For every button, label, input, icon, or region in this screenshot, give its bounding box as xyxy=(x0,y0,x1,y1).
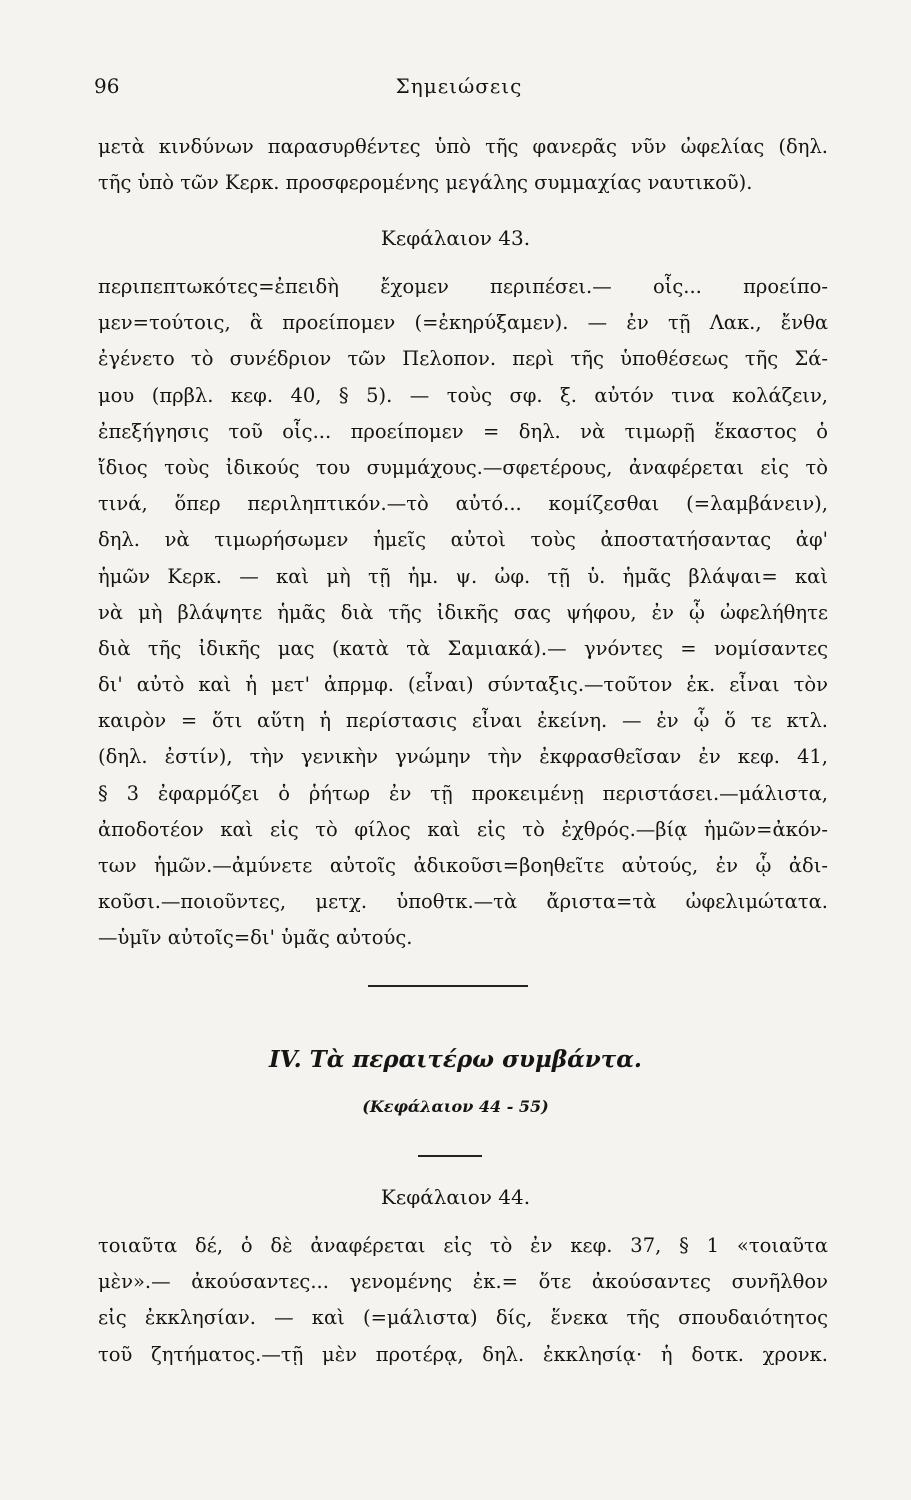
chapter-43-heading: Κεφάλαιον 43. xyxy=(380,226,531,250)
text-line: κοῦσι.—ποιοῦντες, μετχ. ὑποθτκ.—τὰ ἄριστα=τὰ ὠφελιμώτατα. xyxy=(98,890,828,914)
text-line: τῆς ὑπὸ τῶν Κερκ. προσφερομένης μεγάλης συμμαχίας ναυτικοῦ). xyxy=(98,171,753,195)
text-line: τινά, ὅπερ περιληπτικόν.—τὸ αὐτό... κομίζεσθαι (=λαμβάνειν), xyxy=(98,492,828,516)
text-line: των ἡμῶν.—ἀμύνετε αὐτοῖς ἀδικοῦσι=βοηθεῖτε αὐτούς, ἐν ᾧ ἀδι- xyxy=(98,854,828,877)
heading-underline-rule xyxy=(418,1155,482,1157)
running-title: Σημειώσεις xyxy=(395,74,523,98)
page-number: 96 xyxy=(94,74,120,98)
section-title: IV. Τὰ περαιτέρω συμβάντα. xyxy=(269,1046,642,1073)
text-line: εἰς ἐκκλησίαν. — καὶ (=μάλιστα) δίς, ἕνεκα τῆς σπουδαιότητος xyxy=(98,1306,828,1330)
text-line: ἴδιος τοὺς ἰδικούς του συμμάχους.—σφετέρους, ἀναφέρεται εἰς τὸ xyxy=(98,455,828,479)
text-line: μεν=τούτοις, ἃ προείπομεν (=ἐκηρύξαμεν). — ἐν τῇ Λακ., ἔνθα xyxy=(98,311,828,335)
chapter-44-notes xyxy=(98,1228,828,1373)
text-line: § 3 ἐφαρμόζει ὁ ῥήτωρ ἐν τῇ προκειμένῃ περιστάσει.—μάλιστα, xyxy=(98,781,828,805)
text-line: μου (πρβλ. κεφ. 40, § 5). — τοὺς σφ. ξ. αὐτόν τινα κολάζειν, xyxy=(98,383,828,407)
text-line: δι' αὐτὸ καὶ ἡ μετ' ἀπρμφ. (εἶναι) σύνταξις.—τοῦτον ἐκ. εἶναι τὸν xyxy=(98,673,828,697)
chapter-43-notes xyxy=(98,269,828,957)
text-line: ἐγένετο τὸ συνέδριον τῶν Πελοπον. περὶ τῆς ὑποθέσεως τῆς Σά- xyxy=(98,347,828,371)
text-line: ἀποδοτέον καὶ εἰς τὸ φίλος καὶ εἰς τὸ ἐχθρός.—βίᾳ ἡμῶν=ἀκόν- xyxy=(98,817,828,841)
intro-paragraph xyxy=(98,129,828,201)
page-header xyxy=(94,74,824,104)
text-line: διὰ τῆς ἰδικῆς μας (κατὰ τὰ Σαμιακά).— γνόντες = νομίσαντες xyxy=(98,636,828,660)
text-line: περιπεπτωκότες=ἐπειδὴ ἔχομεν περιπέσει.— οἷς... προείπο- xyxy=(98,275,828,298)
section-subtitle: (Κεφάλαιον 44 - 55) xyxy=(362,1097,549,1116)
text-line: καιρὸν = ὅτι αὕτη ἡ περίστασις εἶναι ἐκείνη. — ἐν ᾧ ὅ τε κτλ. xyxy=(98,709,828,733)
text-line: δηλ. νὰ τιμωρήσωμεν ἡμεῖς αὐτοὶ τοὺς ἀποστατήσαντας ἀφ' xyxy=(98,528,828,552)
section-divider-rule xyxy=(368,985,528,987)
text-line: τοῦ ζητήματος.—τῇ μὲν προτέρᾳ, δηλ. ἐκκλησίᾳ· ἡ δοτκ. χρονκ. xyxy=(98,1342,828,1366)
text-line: τοιαῦτα δέ, ὁ δὲ ἀναφέρεται εἰς τὸ ἐν κεφ. 37, § 1 «τοιαῦτα xyxy=(98,1234,828,1257)
text-line: —ὑμῖν αὐτοῖς=δι' ὑμᾶς αὐτούς. xyxy=(98,926,413,950)
text-line: μετὰ κινδύνων παρασυρθέντες ὑπὸ τῆς φανερᾶς νῦν ὠφελίας (δηλ. xyxy=(98,135,828,158)
text-line: νὰ μὴ βλάψητε ἡμᾶς διὰ τῆς ἰδικῆς σας ψήφου, ἐν ᾧ ὠφελήθητε xyxy=(98,600,828,624)
text-line: ἐπεξήγησις τοῦ οἷς... προείπομεν = δηλ. νὰ τιμωρῇ ἕκαστος ὁ xyxy=(98,419,828,443)
text-line: ἡμῶν Κερκ. — καὶ μὴ τῇ ἡμ. ψ. ὠφ. τῇ ὑ. ἡμᾶς βλάψαι= καὶ xyxy=(98,564,828,588)
text-line: μὲν».— ἀκούσαντες... γενομένης ἐκ.= ὅτε ἀκούσαντες συνῆλθον xyxy=(98,1270,828,1294)
text-line: (δηλ. ἐστίν), τὴν γενικὴν γνώμην τὴν ἐκφρασθεῖσαν ἐν κεφ. 41, xyxy=(98,745,828,769)
chapter-44-heading: Κεφάλαιον 44. xyxy=(380,1185,531,1209)
